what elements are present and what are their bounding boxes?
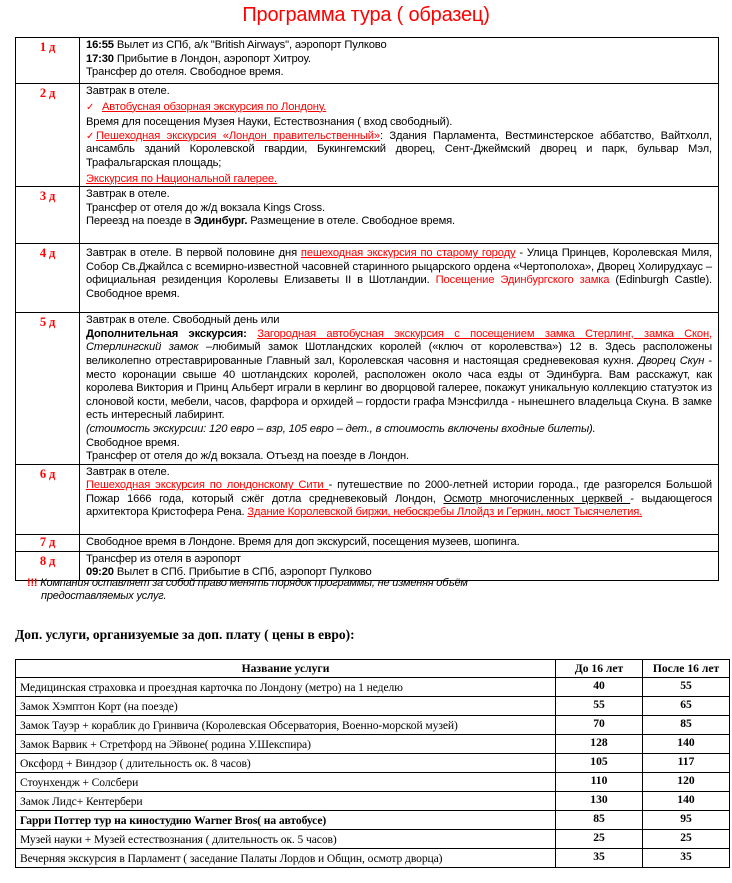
- day-description: [80, 313, 719, 465]
- excursion-link[interactable]: Экскурсия по Национальной галерее.: [86, 172, 277, 185]
- text: –любимый замок Шотландских королей («ключ от королевства») 12 в. Здесь расположены великолепно отреставрированные Главный зал, Королевская часовня и настоящая средневековая кухня.: [86, 341, 713, 367]
- service-name: Гарри Поттер тур на киностудию Warner Bros( на автобусе): [16, 811, 556, 830]
- column-header-under-16: До 16 лет: [556, 660, 643, 678]
- note-text: Компания оставляет за собой право менять порядок программы, не изменяя объём: [37, 577, 468, 589]
- excursion-link[interactable]: Автобусная обзорная экскурсия по Лондону.: [102, 100, 327, 113]
- service-name: Замок Лидс+ Кентербери: [16, 792, 556, 811]
- table-row: [16, 716, 730, 735]
- program-row-day-3: [16, 187, 719, 244]
- table-row: [16, 792, 730, 811]
- service-name: Замок Тауэр + кораблик до Гринвича (Королевская Обсерватория, Военно-морской музей): [16, 716, 556, 735]
- program-row-day-1: [16, 38, 719, 84]
- table-row: [16, 830, 730, 849]
- excursion-link[interactable]: пешеходная экскурсия по старому городу: [300, 247, 516, 260]
- day-description: [80, 38, 719, 84]
- service-name: Музей науки + Музей естествознания ( длительность ок. 5 часов): [16, 830, 556, 849]
- services-table: [15, 659, 730, 868]
- price-under-16: 105: [556, 754, 643, 773]
- text: Свободное время в Лондоне. Время для доп экскурсий, посещения музеев, шопинга.: [86, 535, 520, 548]
- column-header-service-name: Название услуги: [16, 660, 556, 678]
- services-title: Доп. услуги, организуемые за доп. плату ( цены в евро):: [15, 627, 355, 642]
- program-row-day-7: [16, 534, 719, 551]
- price-under-16: 130: [556, 792, 643, 811]
- text: Переезд на поезде в: [86, 215, 194, 228]
- day-description: [80, 187, 719, 244]
- table-row: [16, 849, 730, 868]
- warning-icon: !!!: [27, 577, 38, 589]
- table-row: [16, 773, 730, 792]
- day-description: [80, 84, 719, 187]
- text: Завтрак в отеле. В первой половине дня: [86, 247, 301, 260]
- text: Трансфер из отеля в аэропорт: [86, 552, 241, 565]
- price-over-16: 117: [643, 754, 730, 773]
- day-label: 4 д: [16, 244, 80, 313]
- text: Трансфер от отеля до ж/д вокзала Kings Cross.: [86, 201, 325, 214]
- price-over-16: 25: [643, 830, 730, 849]
- excursion-link[interactable]: Пешеходная экскурсия по лондонскому Сити: [86, 479, 329, 492]
- excursion-link[interactable]: Загородная автобусная экскурсия с посещением замка Стерлинг, замка Скон,: [257, 327, 712, 340]
- text: - Улица Принцев, Королевская Миля, Собор Св.Джайлса с всемирно-известной часовней старинного рыцарского ордена «Чертополоха», Дворец Холирудхаус – официальная резиденция Королевы Елизаветы II в Шотландии.: [86, 247, 713, 287]
- day-label: 1 д: [16, 38, 80, 84]
- optional-excursion-label: Дополнительная экскурсия:: [86, 327, 247, 340]
- day-label: 8 д: [16, 551, 80, 580]
- day-label: 6 д: [16, 464, 80, 534]
- excursion-link[interactable]: Пешеходная экскурсия «Лондон правительственный»: [96, 129, 380, 142]
- price-over-16: 85: [643, 716, 730, 735]
- arrival-time: 17:30: [86, 52, 114, 65]
- text: - место коронации свыше 40 шотландских королей, расположен около часа езды от Эдинбурга. Вам расскажут, как королева Виктория и Принц Альберт играли в керлинг во дворцовой галерее, покажут уникальную коллекцию статуэток из слоновой кости, мебели, часов, фарфора и орхидей – гордости графа Мэнсфилда - нынешнего владельца Скуна. В замке есть интересный лабиринт.: [86, 354, 712, 422]
- text: Трансфер от отеля до ж/д вокзала. Отъезд на поезде в Лондон.: [86, 450, 410, 463]
- text: - выдающегося архитектора Кристофера Рена.: [86, 492, 712, 519]
- table-row: [16, 811, 730, 830]
- day-label: 5 д: [16, 313, 80, 465]
- checkmark-icon: ✓: [86, 130, 95, 142]
- day-description: [80, 534, 719, 551]
- program-row-day-5: [16, 313, 719, 465]
- departure-time: 16:55: [86, 39, 114, 51]
- departure-time: 09:20: [86, 566, 114, 579]
- price-over-16: 120: [643, 773, 730, 792]
- day-label: 7 д: [16, 534, 80, 551]
- price-under-16: 25: [556, 830, 643, 849]
- price-under-16: 70: [556, 716, 643, 735]
- disclaimer-note: [27, 577, 468, 603]
- day-description: [80, 464, 719, 534]
- price-under-16: 40: [556, 678, 643, 697]
- day-label: 3 д: [16, 187, 80, 244]
- price-under-16: 128: [556, 735, 643, 754]
- table-row: [16, 697, 730, 716]
- city-name: Эдинбург.: [193, 215, 248, 228]
- day-description: [80, 551, 719, 580]
- highlight-text: Посещение Эдинбургского замка: [435, 274, 610, 287]
- text: Свободное время.: [86, 436, 180, 449]
- text: Завтрак в отеле.: [86, 85, 170, 97]
- text: Вылет в СПб. Прибытие в СПб, аэропорт Пулково: [113, 566, 372, 579]
- tour-program-table: [15, 37, 719, 581]
- text: Завтрак в отеле.: [86, 188, 170, 201]
- table-row: [16, 678, 730, 697]
- text: : Здания Парламента, Вестминстерское аббатство, Вайтхолл, ансамбль зданий Королевской гвардии, Букингемский дворец, Сент-Джеймский дворец и парк, бульвар Мэл, Трафальгарская площадь;: [86, 129, 712, 169]
- note-text: предоставляемых услуг.: [41, 590, 167, 602]
- service-name: Вечерняя экскурсия в Парламент ( заседание Палаты Лордов и Общин, осмотр дворца): [16, 849, 556, 868]
- excursion-price-note: (стоимость экскурсии: 120 евро – взр, 105 евро – дет., в стоимость включены входные билеты).: [86, 422, 596, 435]
- checkmark-icon: ✓: [86, 101, 95, 113]
- table-row: [16, 735, 730, 754]
- service-name: Стоунхендж + Солсбери: [16, 773, 556, 792]
- excursion-link[interactable]: Здание Королевской биржи, небоскребы Ллойдз и Геркин, мост Тысячелетия.: [247, 506, 643, 519]
- text: Трансфер до отеля. Свободное время.: [86, 66, 284, 79]
- day-label: 2 д: [16, 84, 80, 187]
- program-row-day-4: [16, 244, 719, 313]
- text: - путешествие по 2000-летней истории города., где разгорелся Большой Пожар 1666 года, который сжёг дотла средневековый Лондон,: [86, 479, 712, 505]
- service-name: Медицинская страховка и проездная карточка по Лондону (метро) на 1 неделю: [16, 678, 556, 697]
- text: Завтрак в отеле. Свободный день или: [86, 314, 280, 327]
- service-name: Оксфорд + Виндзор ( длительность ок. 8 часов): [16, 754, 556, 773]
- services-header-row: [16, 660, 730, 678]
- text: Прибытие в Лондон, аэропорт Хитроу.: [113, 52, 311, 65]
- program-row-day-6: [16, 464, 719, 534]
- price-over-16: 95: [643, 811, 730, 830]
- text: (Edinburgh Castle). Свободное время.: [86, 274, 712, 300]
- text: Завтрак в отеле.: [86, 465, 170, 478]
- column-header-over-16: После 16 лет: [643, 660, 730, 678]
- churches-link[interactable]: Осмотр многочисленных церквей: [443, 492, 631, 505]
- text: Вылет из СПб, а/к "British Airways", аэропорт Пулково: [113, 39, 387, 51]
- service-name: Замок Хэмптон Корт (на поезде): [16, 697, 556, 716]
- program-row-day-8: [16, 551, 719, 580]
- price-over-16: 65: [643, 697, 730, 716]
- table-row: [16, 754, 730, 773]
- text: Размещение в отеле. Свободное время.: [247, 215, 455, 228]
- program-row-day-2: [16, 84, 719, 187]
- price-over-16: 55: [643, 678, 730, 697]
- price-under-16: 35: [556, 849, 643, 868]
- page-title: Программа тура ( образец): [242, 4, 490, 26]
- price-under-16: 55: [556, 697, 643, 716]
- day-description: [80, 244, 719, 313]
- italic-text: Стерлингский замок: [86, 341, 199, 354]
- text: Время для посещения Музея Науки, Естествознания ( вход свободный).: [86, 116, 453, 129]
- italic-text: Дворец Скун: [637, 354, 705, 367]
- price-over-16: 140: [643, 792, 730, 811]
- price-under-16: 110: [556, 773, 643, 792]
- price-under-16: 85: [556, 811, 643, 830]
- service-name: Замок Варвик + Стретфорд на Эйвоне( родина У.Шекспира): [16, 735, 556, 754]
- price-over-16: 35: [643, 849, 730, 868]
- price-over-16: 140: [643, 735, 730, 754]
